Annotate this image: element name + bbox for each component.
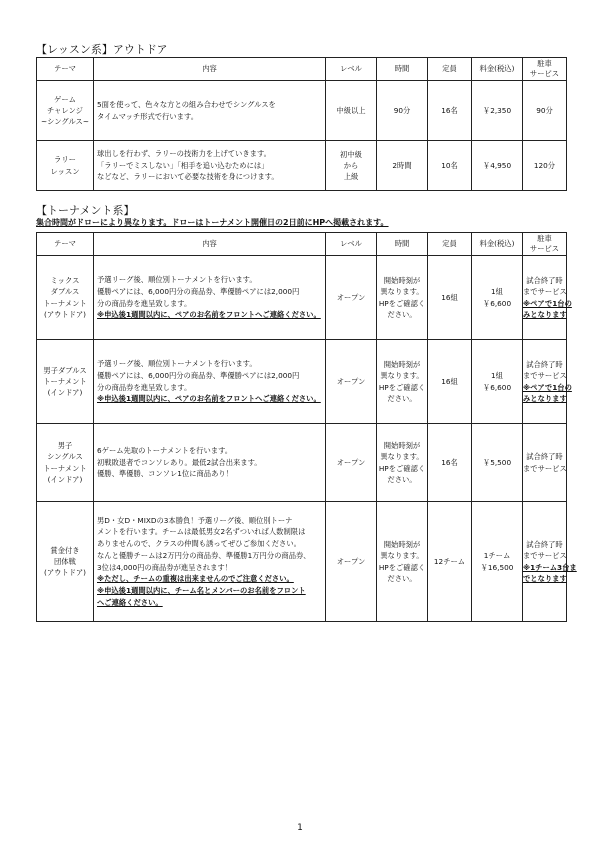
time-cell: 90分 — [377, 81, 428, 141]
table-row — [37, 502, 567, 622]
cell-line: 分の商品券を進呈致します。 — [97, 382, 192, 392]
cell-line: 上級 — [343, 172, 359, 182]
theme-cell — [37, 141, 94, 191]
column-header-label: 料金(税込) — [479, 239, 515, 249]
theme-cell — [37, 340, 94, 424]
content-cell — [94, 81, 326, 141]
column-header — [428, 233, 472, 256]
cell-line: ださい。 — [387, 309, 417, 319]
column-header-label: レベル — [340, 64, 362, 74]
cell-line: ラリー — [54, 155, 76, 165]
time-cell — [377, 502, 428, 622]
cell-line: ￥5,500 — [482, 457, 512, 467]
table-header-row — [37, 233, 567, 256]
parking-cell — [523, 81, 567, 141]
cell-line: ~シングルス~ — [41, 117, 89, 127]
time-cell — [377, 424, 428, 502]
cell-line: 試合終了時 — [526, 452, 563, 462]
column-header-label: 料金(税込) — [479, 64, 515, 74]
cell-line: までサービス — [523, 551, 567, 561]
column-header-label: 駐車 — [537, 59, 552, 69]
cell-line: 90分 — [536, 105, 553, 115]
page-number: 1 — [297, 823, 303, 833]
column-header — [428, 58, 472, 81]
cell-line: などなど、ラリーにおいて必要な技術を身につけます。 — [97, 172, 279, 182]
cell-line: 6ゲーム先取のトーナメントを行います。 — [97, 445, 233, 455]
cell-line: 開始時刻が — [383, 440, 421, 450]
parking-cell — [523, 141, 567, 191]
cell-line: 1チーム — [483, 551, 511, 561]
time-cell — [377, 340, 428, 424]
cell-line: 開始時刻が — [383, 275, 421, 285]
cell-line: 5面を使って、色々な方との組み合わせでシングルスを — [97, 99, 276, 109]
cell-line: ミックス — [50, 275, 80, 285]
cell-line: 球出しを行わず、ラリーの技術力を上げていきます。 — [97, 148, 271, 158]
cell-line: 男D・女D・MIXDの3本勝負！予選リーグ後、順位別トーナ — [97, 515, 293, 525]
content-bold-note: へご連絡ください。 — [97, 597, 163, 607]
cell-line: ￥16,500 — [480, 562, 514, 572]
cell-line: 3位は4,000円の商品券が進呈されます！ — [97, 562, 232, 572]
cell-line: タイムマッチ形式で行います。 — [97, 111, 198, 121]
cell-line: (アウトドア) — [44, 309, 86, 319]
cell-line: ゲーム — [54, 94, 76, 104]
cell-line: HPをご確認く — [378, 382, 426, 392]
capacity-cell: 16組 — [428, 340, 472, 424]
cell-line: (インドア) — [47, 474, 83, 484]
cell-line: までサービス — [523, 463, 567, 473]
cell-line: ダブルス — [50, 287, 80, 297]
parking-bold-note: ※1チーム3台ま — [523, 562, 577, 572]
cell-line: 男子 — [57, 440, 73, 450]
cell-line: 初中級 — [340, 149, 362, 159]
parking-bold-note: みとなります — [523, 309, 567, 319]
cell-line: から — [343, 160, 359, 170]
table-row — [37, 141, 567, 191]
cell-line: ￥2,350 — [482, 105, 512, 115]
level-cell — [326, 81, 377, 141]
column-header-label: 時間 — [394, 64, 410, 74]
column-header-label: 内容 — [202, 64, 217, 74]
cell-line: 優勝ペアには、6,000円分の商品券、準優勝ペアには2,000円 — [97, 286, 300, 296]
table-row — [37, 424, 567, 502]
cell-line: ￥4,950 — [482, 160, 512, 170]
level-cell: オープン — [326, 340, 377, 424]
parking-bold-note: でとなります — [523, 573, 567, 583]
column-header — [326, 233, 377, 256]
cell-line: メントを行います。チームは最低男女2名ずついれば人数制限は — [97, 527, 306, 537]
content-bold-note: ※申込後1週間以内に、チーム名とメンバーのお名前をフロント — [97, 585, 306, 595]
price-cell — [472, 256, 523, 340]
cell-line: 中級以上 — [336, 105, 366, 115]
parking-cell — [523, 424, 567, 502]
cell-line: までサービス — [523, 287, 567, 297]
column-header — [37, 233, 94, 256]
cell-line: HPをご確認く — [378, 298, 426, 308]
cell-line: 1組 — [491, 371, 503, 381]
capacity-cell: 12チーム — [428, 502, 472, 622]
lesson-section-heading: 【レッスン系】アウトドア — [36, 43, 168, 56]
content-bold-note: ※申込後1週間以内に、ペアのお名前をフロントへご連絡ください。 — [97, 394, 321, 404]
column-header — [472, 58, 523, 81]
cell-line: 優勝ペアには、6,000円分の商品券、準優勝ペアには2,000円 — [97, 370, 300, 380]
column-header — [37, 58, 94, 81]
time-cell — [377, 256, 428, 340]
cell-line: ださい。 — [387, 573, 417, 583]
cell-line: ださい。 — [387, 393, 417, 403]
parking-bold-note: ※ペアで1台の — [523, 298, 572, 308]
content-cell — [94, 424, 326, 502]
price-cell — [472, 502, 523, 622]
column-header — [523, 58, 567, 81]
price-cell — [472, 81, 523, 141]
cell-line: ￥6,600 — [482, 298, 512, 308]
column-header-label: 内容 — [202, 239, 217, 249]
parking-bold-note: ※ペアで1台の — [523, 382, 572, 392]
cell-line: なんと優勝チームは2万円分の商品券、準優勝1万円分の商品券、 — [97, 550, 311, 560]
level-cell — [326, 141, 377, 191]
level-cell: オープン — [326, 424, 377, 502]
capacity-cell: 16名 — [428, 81, 472, 141]
column-header-label: 駐車 — [537, 234, 552, 244]
price-cell — [472, 340, 523, 424]
capacity-cell: 10名 — [428, 141, 472, 191]
column-header — [94, 233, 326, 256]
column-header-label: 定員 — [442, 239, 457, 249]
time-cell: 2時間 — [377, 141, 428, 191]
price-cell — [472, 424, 523, 502]
theme-cell — [37, 424, 94, 502]
content-cell — [94, 340, 326, 424]
theme-cell — [37, 256, 94, 340]
cell-line: 初戦敗退者でコンソレあり。最低2試合出来ます。 — [97, 457, 262, 467]
column-header — [326, 58, 377, 81]
cell-line: 120分 — [533, 160, 556, 170]
cell-line: 異なります。 — [380, 371, 424, 381]
cell-line: HPをご確認く — [378, 562, 426, 572]
parking-cell — [523, 340, 572, 424]
content-bold-note: ※ただし、チームの重複は出来ませんのでご注意ください。 — [97, 574, 294, 584]
cell-line: 予選リーグ後、順位別トーナメントを行います。 — [97, 359, 257, 369]
cell-line: ありませんので、クラスの仲間も誘ってぜひご参加ください。 — [97, 539, 301, 549]
capacity-cell: 16組 — [428, 256, 472, 340]
content-bold-note: ※申込後1週間以内に、ペアのお名前をフロントへご連絡ください。 — [97, 310, 321, 320]
column-header-label: サービス — [529, 69, 560, 78]
cell-line: レッスン — [50, 166, 80, 176]
tournament-section-heading: 【トーナメント系】 — [36, 204, 135, 217]
column-header-label: サービス — [529, 244, 560, 253]
cell-line: 開始時刻が — [383, 359, 421, 369]
theme-cell — [37, 81, 94, 141]
parking-bold-note: みとなります — [523, 393, 567, 403]
content-cell — [94, 502, 326, 622]
content-cell — [94, 141, 326, 191]
cell-line: 分の商品券を進呈致します。 — [97, 298, 192, 308]
column-header — [94, 58, 326, 81]
cell-line: トーナメント — [43, 298, 87, 308]
cell-line: ￥6,600 — [482, 382, 512, 392]
table-header-row — [37, 58, 567, 81]
tournament-notice: 集合時間がドローにより異なります。ドローはトーナメント開催日の2日前にHPへ掲載されます。 — [36, 218, 389, 227]
level-cell: オープン — [326, 256, 377, 340]
cell-line: までサービス — [523, 371, 567, 381]
level-cell: オープン — [326, 502, 377, 622]
column-header-label: テーマ — [54, 64, 76, 74]
cell-line: 団体戦 — [54, 556, 76, 566]
table-row — [37, 256, 567, 340]
content-cell — [94, 256, 326, 340]
cell-line: 1組 — [491, 287, 503, 297]
cell-line: シングルス — [47, 452, 83, 462]
cell-line: トーナメント — [43, 463, 87, 473]
column-header — [523, 233, 567, 256]
column-header-label: 時間 — [394, 239, 410, 249]
column-header-label: レベル — [340, 239, 362, 249]
cell-line: 開始時刻が — [383, 539, 421, 549]
cell-line: ださい。 — [387, 474, 417, 484]
cell-line: 試合終了時 — [526, 359, 563, 369]
cell-line: 異なります。 — [380, 551, 424, 561]
price-cell — [472, 141, 523, 191]
cell-line: 男子ダブルス — [43, 365, 87, 375]
cell-line: 賞金付き — [50, 545, 80, 555]
cell-line: 異なります。 — [380, 287, 424, 297]
parking-cell — [523, 502, 577, 622]
capacity-cell: 16名 — [428, 424, 472, 502]
cell-line: 試合終了時 — [526, 539, 563, 549]
table-row — [37, 340, 567, 424]
column-header-label: テーマ — [54, 239, 76, 249]
cell-line: (インドア) — [47, 388, 83, 398]
tournament-table — [36, 232, 577, 622]
cell-line: チャレンジ — [47, 105, 83, 115]
parking-cell — [523, 256, 572, 340]
cell-line: 予選リーグ後、順位別トーナメントを行います。 — [97, 275, 257, 285]
column-header — [377, 233, 428, 256]
column-header — [377, 58, 428, 81]
cell-line: トーナメント — [43, 376, 87, 386]
table-row — [37, 81, 567, 141]
cell-line: 「ラリーでミスしない」「相手を追い込むためには」 — [97, 160, 269, 170]
lesson-table — [36, 57, 567, 191]
column-header — [472, 233, 523, 256]
theme-cell — [37, 502, 94, 622]
cell-line: (アウトドア) — [44, 568, 86, 578]
column-header-label: 定員 — [442, 64, 457, 74]
cell-line: HPをご確認く — [378, 463, 426, 473]
cell-line: 試合終了時 — [526, 275, 563, 285]
cell-line: 優勝、準優勝、コンソレ1位に商品あり！ — [97, 469, 233, 479]
cell-line: 異なります。 — [380, 452, 424, 462]
